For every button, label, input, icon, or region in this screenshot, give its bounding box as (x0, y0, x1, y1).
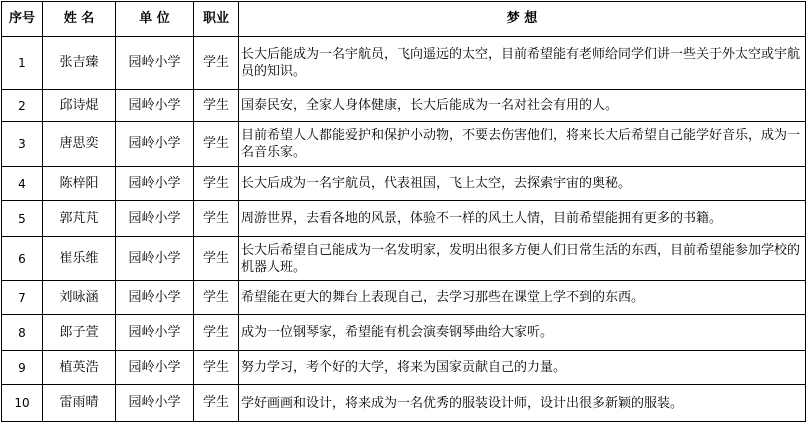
row-dream: 周游世界，去看各地的风景，体验不一样的风土人情，目前希望能拥有更多的书籍。 (239, 201, 806, 237)
row-dream: 国泰民安，全家人身体健康，长大后能成为一名对社会有用的人。 (239, 90, 806, 122)
row-unit: 园岭小学 (116, 122, 194, 167)
row-unit: 园岭小学 (116, 315, 194, 351)
table-row (2, 167, 806, 201)
row-unit: 园岭小学 (116, 351, 194, 385)
row-name: 唐思奕 (43, 122, 116, 167)
row-dream: 成为一位钢琴家，希望能有机会演奏钢琴曲给大家听。 (239, 315, 806, 351)
row-dream: 学好画画和设计，将来成为一名优秀的服装设计师，设计出很多新颖的服装。 (239, 385, 806, 422)
table-row (2, 237, 806, 281)
row-dream: 希望能在更大的舞台上表现自己，去学习那些在课堂上学不到的东西。 (239, 281, 806, 315)
row-name: 刘咏涵 (43, 281, 116, 315)
dream-table (1, 1, 806, 422)
row-unit: 园岭小学 (116, 385, 194, 422)
row-unit: 园岭小学 (116, 37, 194, 90)
header-job: 职业 (194, 2, 239, 37)
row-job: 学生 (194, 90, 239, 122)
row-name: 雷雨晴 (43, 385, 116, 422)
row-index: 5 (2, 201, 43, 237)
table-row (2, 385, 806, 422)
row-dream: 努力学习，考个好的大学，将来为国家贡献自己的力量。 (239, 351, 806, 385)
header-row (2, 2, 806, 37)
header-name: 姓 名 (43, 2, 116, 37)
row-index: 1 (2, 37, 43, 90)
table-row (2, 281, 806, 315)
row-unit: 园岭小学 (116, 90, 194, 122)
row-job: 学生 (194, 281, 239, 315)
table-row (2, 90, 806, 122)
row-job: 学生 (194, 201, 239, 237)
row-name: 郭芃芃 (43, 201, 116, 237)
row-name: 邱诗焜 (43, 90, 116, 122)
row-job: 学生 (194, 315, 239, 351)
table-row (2, 351, 806, 385)
row-dream: 目前希望人人都能爱护和保护小动物，不要去伤害他们，将来长大后希望自己能学好音乐，成为一名音乐家。 (239, 122, 806, 167)
row-name: 郎子萱 (43, 315, 116, 351)
row-index: 9 (2, 351, 43, 385)
header-dream: 梦 想 (239, 2, 806, 37)
row-name: 植英浩 (43, 351, 116, 385)
row-unit: 园岭小学 (116, 201, 194, 237)
row-job: 学生 (194, 351, 239, 385)
row-job: 学生 (194, 237, 239, 281)
table-row (2, 37, 806, 90)
row-index: 6 (2, 237, 43, 281)
row-index: 2 (2, 90, 43, 122)
row-unit: 园岭小学 (116, 281, 194, 315)
header-unit: 单 位 (116, 2, 194, 37)
table-row (2, 122, 806, 167)
row-unit: 园岭小学 (116, 237, 194, 281)
row-job: 学生 (194, 167, 239, 201)
row-dream: 长大后成为一名宇航员，代表祖国，飞上太空，去探索宇宙的奥秘。 (239, 167, 806, 201)
row-job: 学生 (194, 122, 239, 167)
row-index: 7 (2, 281, 43, 315)
row-unit: 园岭小学 (116, 167, 194, 201)
row-name: 崔乐维 (43, 237, 116, 281)
row-dream: 长大后能成为一名宇航员，飞向遥远的太空，目前希望能有老师给同学们讲一些关于外太空或宇航员的知识。 (239, 37, 806, 90)
row-index: 4 (2, 167, 43, 201)
row-name: 张吉臻 (43, 37, 116, 90)
row-dream: 长大后希望自己能成为一名发明家，发明出很多方便人们日常生活的东西，目前希望能参加学校的机器人班。 (239, 237, 806, 281)
row-job: 学生 (194, 37, 239, 90)
row-name: 陈梓阳 (43, 167, 116, 201)
row-job: 学生 (194, 385, 239, 422)
row-index: 3 (2, 122, 43, 167)
row-index: 10 (2, 385, 43, 422)
table-row (2, 201, 806, 237)
header-index: 序号 (2, 2, 43, 37)
row-index: 8 (2, 315, 43, 351)
table-row (2, 315, 806, 351)
